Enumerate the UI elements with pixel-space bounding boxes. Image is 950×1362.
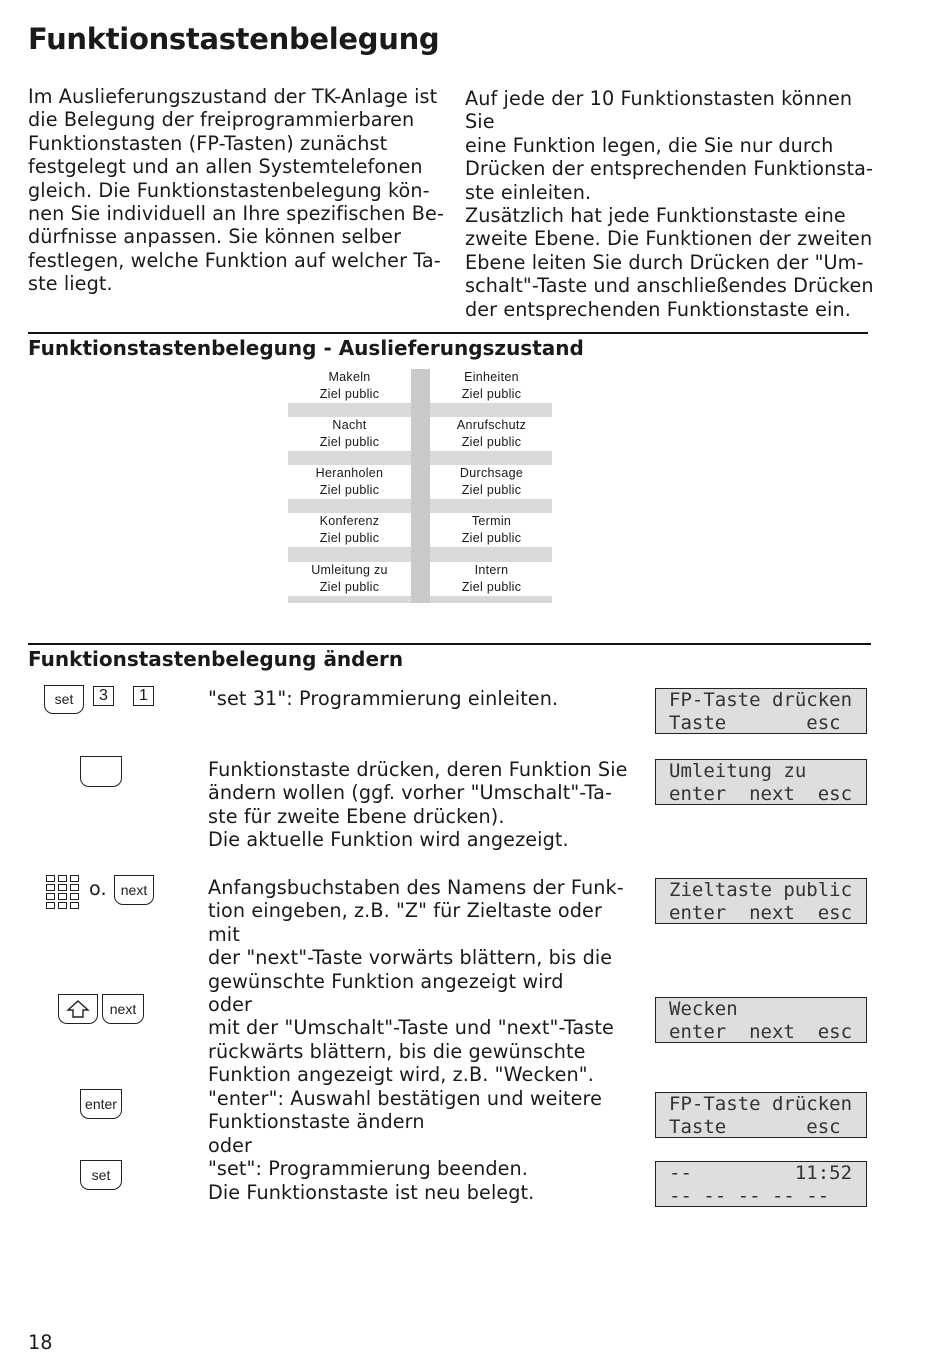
step-text: "set 31": Programmierung einleiten. <box>208 687 559 710</box>
display-panel: Umleitung zu enter next esc <box>655 759 867 805</box>
step-text: "enter": Auswahl bestätigen und weitere Funktionstaste ändern oder "set": Programmierung beenden. Die Funktionstaste ist neu belegt. <box>208 1087 603 1204</box>
display-panel: Wecken enter next esc <box>655 997 867 1043</box>
step-text: Anfangsbuchstaben des Namens der Funk- tion eingeben, z.B. "Z" für Zieltaste oder mit der "next"-Taste vorwärts blättern, bis die gewünschte Funktion angezeigt wird oder mit der "Umschalt"-Taste und "next"-Taste rückwärts blättern, bis die gewünschte Funktion angezeigt wird, z.B. "Wecken". <box>208 876 624 1087</box>
section-heading-change: Funktionstastenbelegung ändern <box>28 647 404 671</box>
intro-left-paragraph: Im Auslieferungszustand der TK-Anlage ist die Belegung der freiprogrammierbaren Funktionstasten (FP-Tasten) zunächst festgelegt und an allen Systemtelefonen gleich. Die Funktionstastenbelegung kön- nen Sie individuell an Ihre spezifischen Be- dürfnisse anpassen. Sie können selber festlegen, welche Funktion auf welcher Ta- ste liegt. <box>28 85 444 296</box>
next-key: next <box>102 994 144 1024</box>
shift-arrow-icon <box>66 999 90 1019</box>
page-number: 18 <box>28 1331 53 1354</box>
function-key: Anrufschutz Ziel public <box>430 417 553 451</box>
section-divider <box>28 643 871 645</box>
display-panel: Zieltaste public enter next esc <box>655 878 867 924</box>
function-key: Makeln Ziel public <box>288 369 411 403</box>
function-key: Einheiten Ziel public <box>430 369 553 403</box>
function-key: Konferenz Ziel public <box>288 513 411 547</box>
next-key: next <box>114 875 154 905</box>
function-key: Termin Ziel public <box>430 513 553 547</box>
step-text: Funktionstaste drücken, deren Funktion Sie ändern wollen (ggf. vorher "Umschalt"-Ta- ste für zweite Ebene drücken). Die aktuelle Funktion wird angezeigt. <box>208 758 628 852</box>
display-panel: FP-Taste drücken Taste esc <box>655 688 867 734</box>
set-key: set <box>80 1160 122 1190</box>
intro-right-paragraph: Auf jede der 10 Funktionstasten können Sie eine Funktion legen, die Sie nur durch Drücken der entsprechenden Funktionsta- ste einleiten. Zusätzlich hat jede Funktionstaste eine zweite Ebene. Die Funktionen der zweiten Ebene leiten Sie durch Drücken der "Um- schalt"-Taste und anschließendes Drücken der entsprechenden Funktionstaste ein. <box>465 87 874 321</box>
function-key: Intern Ziel public <box>430 562 553 596</box>
function-key: Nacht Ziel public <box>288 417 411 451</box>
function-key: Umleitung zu Ziel public <box>288 562 411 596</box>
function-key: Durchsage Ziel public <box>430 465 553 499</box>
page-title: Funktionstastenbelegung <box>28 22 440 56</box>
or-label: o. <box>89 877 107 900</box>
function-key: Heranholen Ziel public <box>288 465 411 499</box>
shift-key <box>58 994 98 1024</box>
digit-1-key: 1 <box>133 686 154 706</box>
function-key-layout <box>288 369 552 603</box>
section-divider <box>28 332 868 334</box>
digit-3-key: 3 <box>93 686 114 706</box>
display-panel: -- 11:52 -- -- -- -- -- <box>655 1161 867 1207</box>
section-heading-default: Funktionstastenbelegung - Auslieferungszustand <box>28 336 584 360</box>
enter-key: enter <box>80 1089 122 1119</box>
set-key: set <box>44 685 84 714</box>
key-column-separator <box>411 369 430 603</box>
function-key-blank <box>80 756 122 787</box>
display-panel: FP-Taste drücken Taste esc <box>655 1092 867 1138</box>
keypad-icon <box>46 875 84 911</box>
